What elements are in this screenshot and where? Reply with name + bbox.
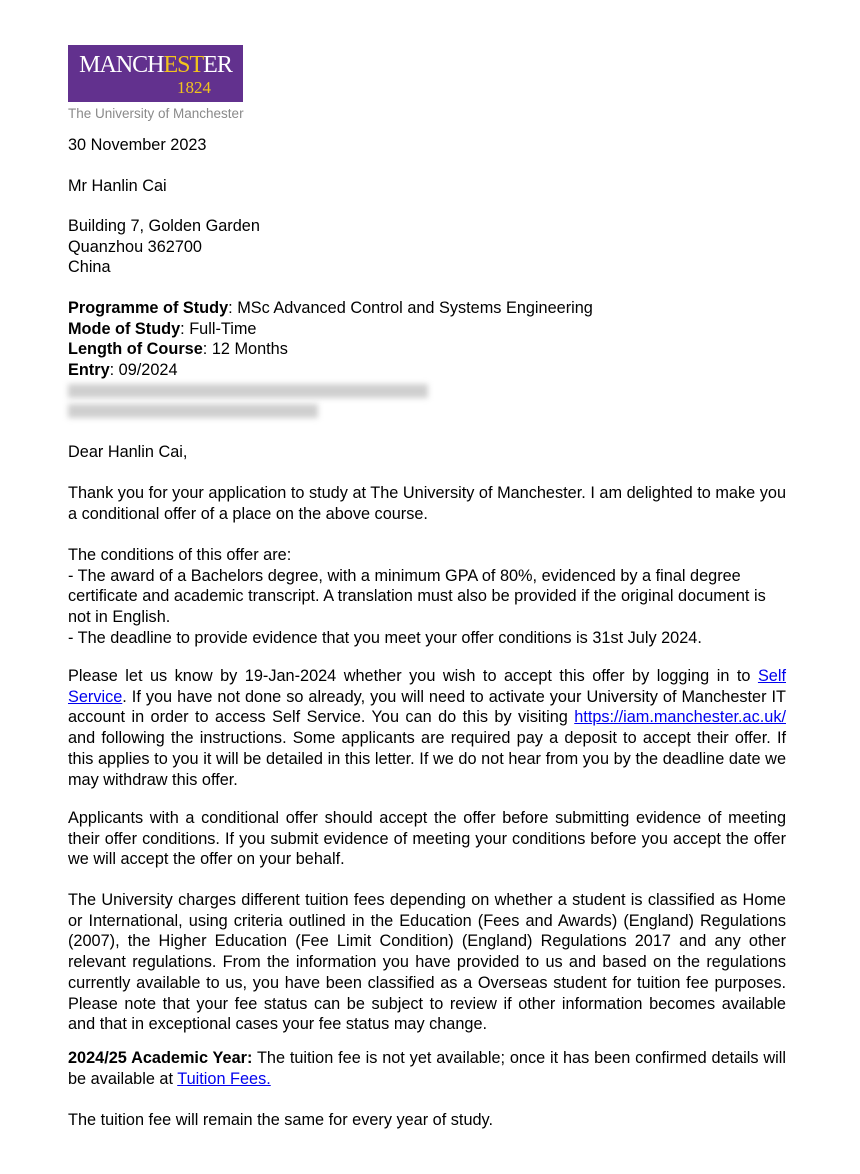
detail-label: Programme of Study — [68, 299, 229, 317]
tuition-fees-link[interactable]: Tuition Fees. — [177, 1069, 271, 1088]
detail-value: : 09/2024 — [109, 361, 178, 380]
paragraph-conditional: Applicants with a conditional offer should accept the offer before submitting evidence of meeting their offer conditions. If you submit evidence of meeting your conditions before you accept the offer we will accept the offer on your behalf. — [68, 809, 786, 869]
recipient-address — [68, 216, 786, 278]
detail-programme — [68, 298, 786, 319]
paragraph-fees: The University charges different tuition fees depending on whether a student is classified as Home or International, using criteria outlined in the Education (Fees and Awards) (England) Regulations (2007), the Higher Education (Fee Limit Condition) (England) Regulations 2017 and any other relevant regulations. From the information you have provided to us and based on the regulations currently available to us, you have been classified as a Overseas student for tuition fee purposes. Please note that your fee status can be subject to review if other information becomes available and that in exceptional cases your fee status may change. — [68, 891, 786, 1034]
detail-label: Mode of Study — [68, 319, 181, 338]
detail-label: Entry — [68, 361, 110, 380]
detail-label: Length of Course — [68, 340, 203, 359]
redacted-line — [68, 404, 318, 418]
offer-conditions — [68, 545, 786, 649]
self-service-link[interactable]: Self Service — [68, 667, 786, 706]
detail-entry — [68, 360, 786, 381]
logo-year: 1824 — [177, 78, 211, 97]
detail-mode — [68, 319, 786, 340]
university-logo — [68, 45, 243, 102]
detail-value: : 12 Months — [202, 340, 288, 359]
detail-value: : MSc Advanced Control and Systems Engineering — [228, 299, 593, 317]
detail-value: : Full-Time — [180, 319, 257, 338]
paragraph-academic-year — [68, 1048, 786, 1089]
address-line: China — [68, 258, 111, 277]
academic-year-label: 2024/25 Academic Year: — [68, 1049, 253, 1067]
text: The tuition fee is not yet available; once it has been confirmed details will be available at — [68, 1049, 786, 1088]
iam-link[interactable]: https://iam.manchester.ac.uk/ — [574, 708, 786, 727]
salutation: Dear Hanlin Cai, — [68, 443, 188, 461]
address-line: Quanzhou 362700 — [68, 237, 202, 256]
text: and following the instructions. Some applicants are required pay a deposit to accept their offer. If this applies to you it will be detailed in this letter. If we do not hear from you by the deadline date we may withdraw this offer. — [68, 729, 786, 789]
paragraph-fee-note: The tuition fee will remain the same for every year of study. — [68, 1111, 494, 1129]
condition-item: - The award of a Bachelors degree, with a minimum GPA of 80%, evidenced by a final degree certificate and academic transcript. A translation must also be provided if the original document is not in English. — [68, 566, 766, 627]
detail-length — [68, 339, 786, 360]
course-details — [68, 298, 786, 424]
redacted-line — [68, 384, 428, 398]
text: Please let us know by 19-Jan-2024 whether you wish to accept this offer by logging in to — [68, 667, 758, 685]
address-line: Building 7, Golden Garden — [68, 217, 260, 235]
condition-item: - The deadline to provide evidence that you meet your offer conditions is 31st July 2024. — [68, 628, 702, 647]
recipient-name: Mr Hanlin Cai — [68, 177, 167, 195]
text: . If you have not done so already, you will need to activate your University of Manchester IT account in order to access Self Service. You can do this by visiting — [68, 687, 786, 727]
logo-subtitle: The University of Manchester — [68, 106, 244, 121]
paragraph-acceptance — [68, 666, 786, 790]
paragraph-offer: Thank you for your application to study at The University of Manchester. I am delighted to make you a conditional offer of a place on the above course. — [68, 484, 786, 523]
letter-date: 30 November 2023 — [68, 136, 207, 154]
logo-wordmark: MANCHESTER — [79, 52, 232, 78]
conditions-intro: The conditions of this offer are: — [68, 546, 292, 564]
